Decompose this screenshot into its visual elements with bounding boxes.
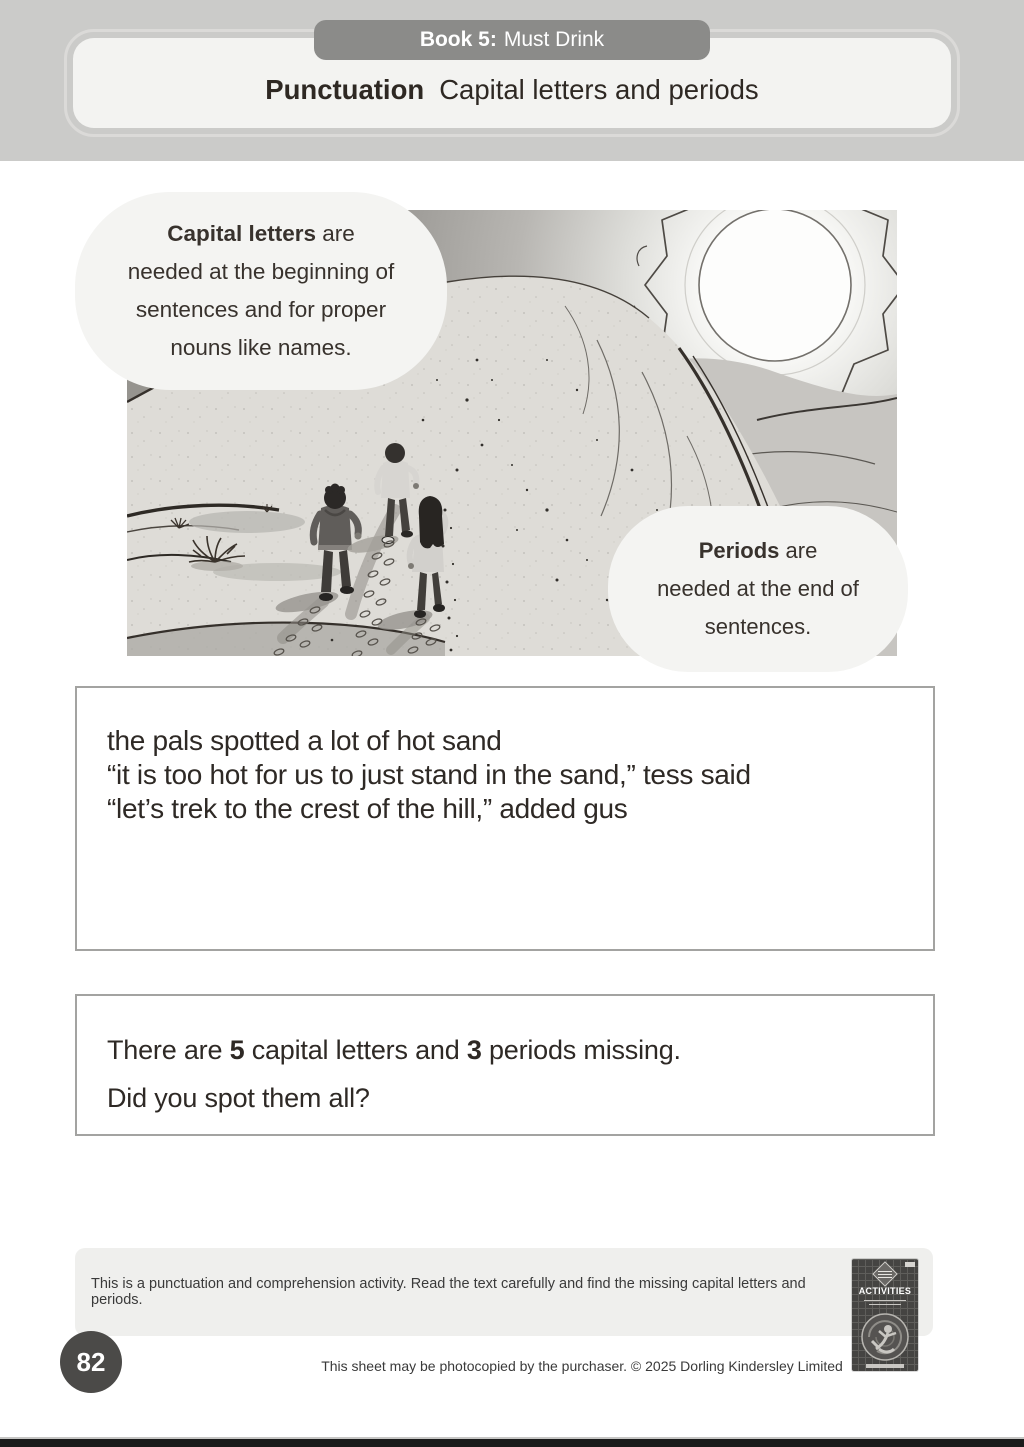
book-badge-series: Book 5: xyxy=(419,28,497,51)
cover-publisher-logo xyxy=(905,1262,915,1267)
header-band xyxy=(0,0,1024,161)
page-title xyxy=(265,74,758,106)
cover-badge-text-lines xyxy=(878,1269,892,1280)
title-topic: Capital letters and periods xyxy=(439,74,759,105)
hint-text: capital letters and xyxy=(244,1035,467,1065)
bubble-line: needed at the beginning of xyxy=(127,259,395,284)
cover-title: ACTIVITIES xyxy=(858,1286,912,1296)
hint-text: There are xyxy=(107,1035,230,1065)
page-number-badge xyxy=(60,1331,122,1393)
bubble-text: are xyxy=(779,538,818,563)
bubble-line xyxy=(75,215,447,253)
bubble-line: nouns like names. xyxy=(170,335,352,360)
bubble-bold-term: Periods xyxy=(698,538,780,563)
bottom-window-edge xyxy=(0,1439,1024,1447)
book-badge xyxy=(314,20,710,60)
exercise-line: “it is too hot for us to just stand in the sand,” tess said xyxy=(107,759,751,790)
speech-bubble-capital-letters xyxy=(75,192,447,390)
capitals-count: 5 xyxy=(229,1035,245,1065)
bubble-line xyxy=(608,532,908,570)
copyright-text: This sheet may be photocopied by the purchaser. © 2025 Dorling Kindersley Limited xyxy=(321,1358,843,1374)
bubble-line: sentences and for proper xyxy=(135,297,387,322)
activity-description: This is a punctuation and comprehension activity. Read the text carefully and find the missing capital letters and periods. xyxy=(91,1276,806,1308)
hint-line xyxy=(107,1026,905,1074)
hint-box xyxy=(75,994,935,1136)
book-cover-thumbnail xyxy=(852,1259,918,1371)
hint-text: periods missing. xyxy=(481,1035,681,1065)
hint-line: Did you spot them all? xyxy=(107,1083,370,1113)
exercise-text-box xyxy=(75,686,935,951)
page-number: 82 xyxy=(76,1346,106,1377)
activity-description-box xyxy=(75,1248,933,1336)
book-badge-title: Must Drink xyxy=(503,28,605,51)
bubble-text: are xyxy=(316,221,355,246)
speech-bubble-periods xyxy=(608,506,908,672)
cover-subtitle-line xyxy=(869,1304,901,1305)
bubble-line: sentences. xyxy=(704,614,812,639)
title-subject: Punctuation xyxy=(265,74,425,105)
copyright-line xyxy=(0,1358,1024,1374)
exercise-line: “let’s trek to the crest of the hill,” added gus xyxy=(107,793,628,824)
bubble-line: needed at the end of xyxy=(657,576,859,601)
cover-subtitle-line xyxy=(864,1300,906,1301)
exercise-line: the pals spotted a lot of hot sand xyxy=(107,725,502,756)
periods-count: 3 xyxy=(466,1035,482,1065)
bubble-bold-term: Capital letters xyxy=(167,221,317,246)
